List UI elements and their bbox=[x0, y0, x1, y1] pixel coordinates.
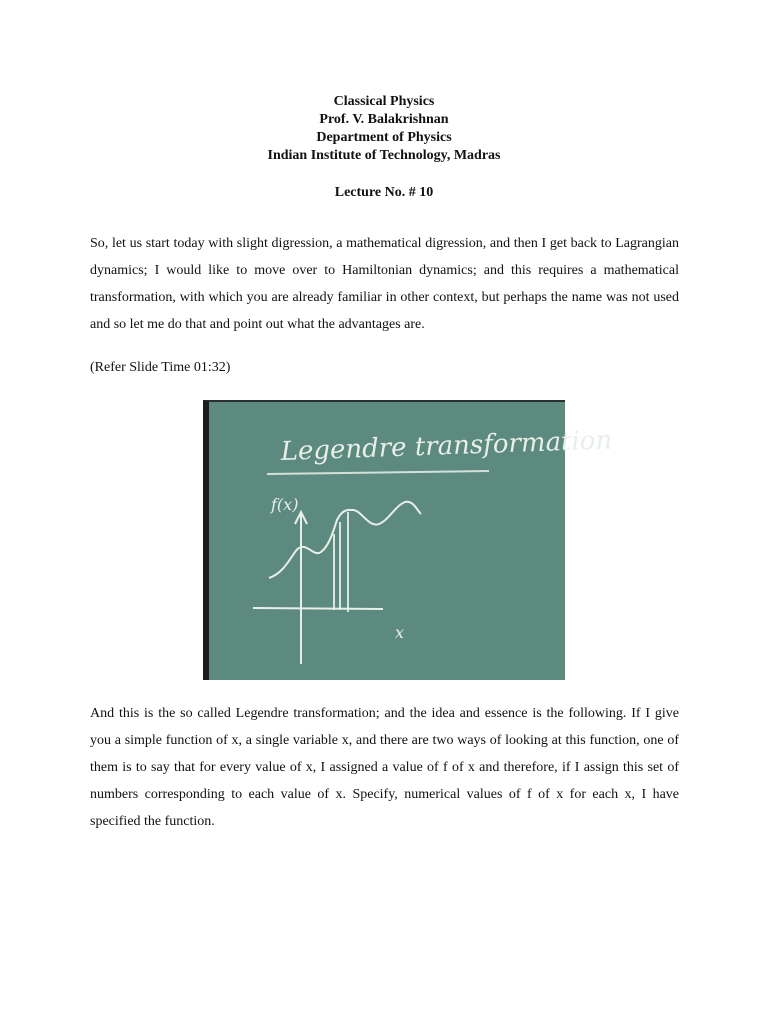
x-axis bbox=[253, 608, 383, 609]
blackboard-drawing bbox=[209, 402, 613, 680]
slide-title: Legendre transformation bbox=[280, 425, 613, 467]
legendre-paragraph: And this is the so called Legendre transformation; and the idea and essence is the following. If I give you a simple function of x, a single variable x, and there are two ways of looking at this function, one of them is to say that for every value of x, I assigned a value of f of x and therefore, if I assign this set of numbers corresponding to each value of x. Specify, numerical values of f of x for each x, I have specified the function. bbox=[90, 706, 679, 829]
title-underline bbox=[267, 471, 489, 474]
department-name: Department of Physics bbox=[316, 130, 452, 145]
y-axis-label: f(x) bbox=[271, 495, 299, 514]
slide-time-reference: (Refer Slide Time 01:32) bbox=[90, 360, 231, 375]
x-axis-label: x bbox=[395, 623, 405, 642]
lecture-slide-image bbox=[203, 400, 613, 680]
document-header bbox=[0, 93, 768, 165]
intro-paragraph: So, let us start today with slight digression, a mathematical digression, and then I get back to Lagrangian dynamics; I would like to move over to Hamiltonian dynamics; and this requires a mathematical transformation, with which you are already familiar in other context, but perhaps the name was not used and so let me do that and point out what the advantages are. bbox=[90, 236, 679, 332]
professor-name: Prof. V. Balakrishnan bbox=[319, 112, 449, 127]
institute-name: Indian Institute of Technology, Madras bbox=[267, 148, 501, 163]
course-title: Classical Physics bbox=[333, 94, 435, 109]
lecture-number: Lecture No. # 10 bbox=[334, 185, 434, 200]
